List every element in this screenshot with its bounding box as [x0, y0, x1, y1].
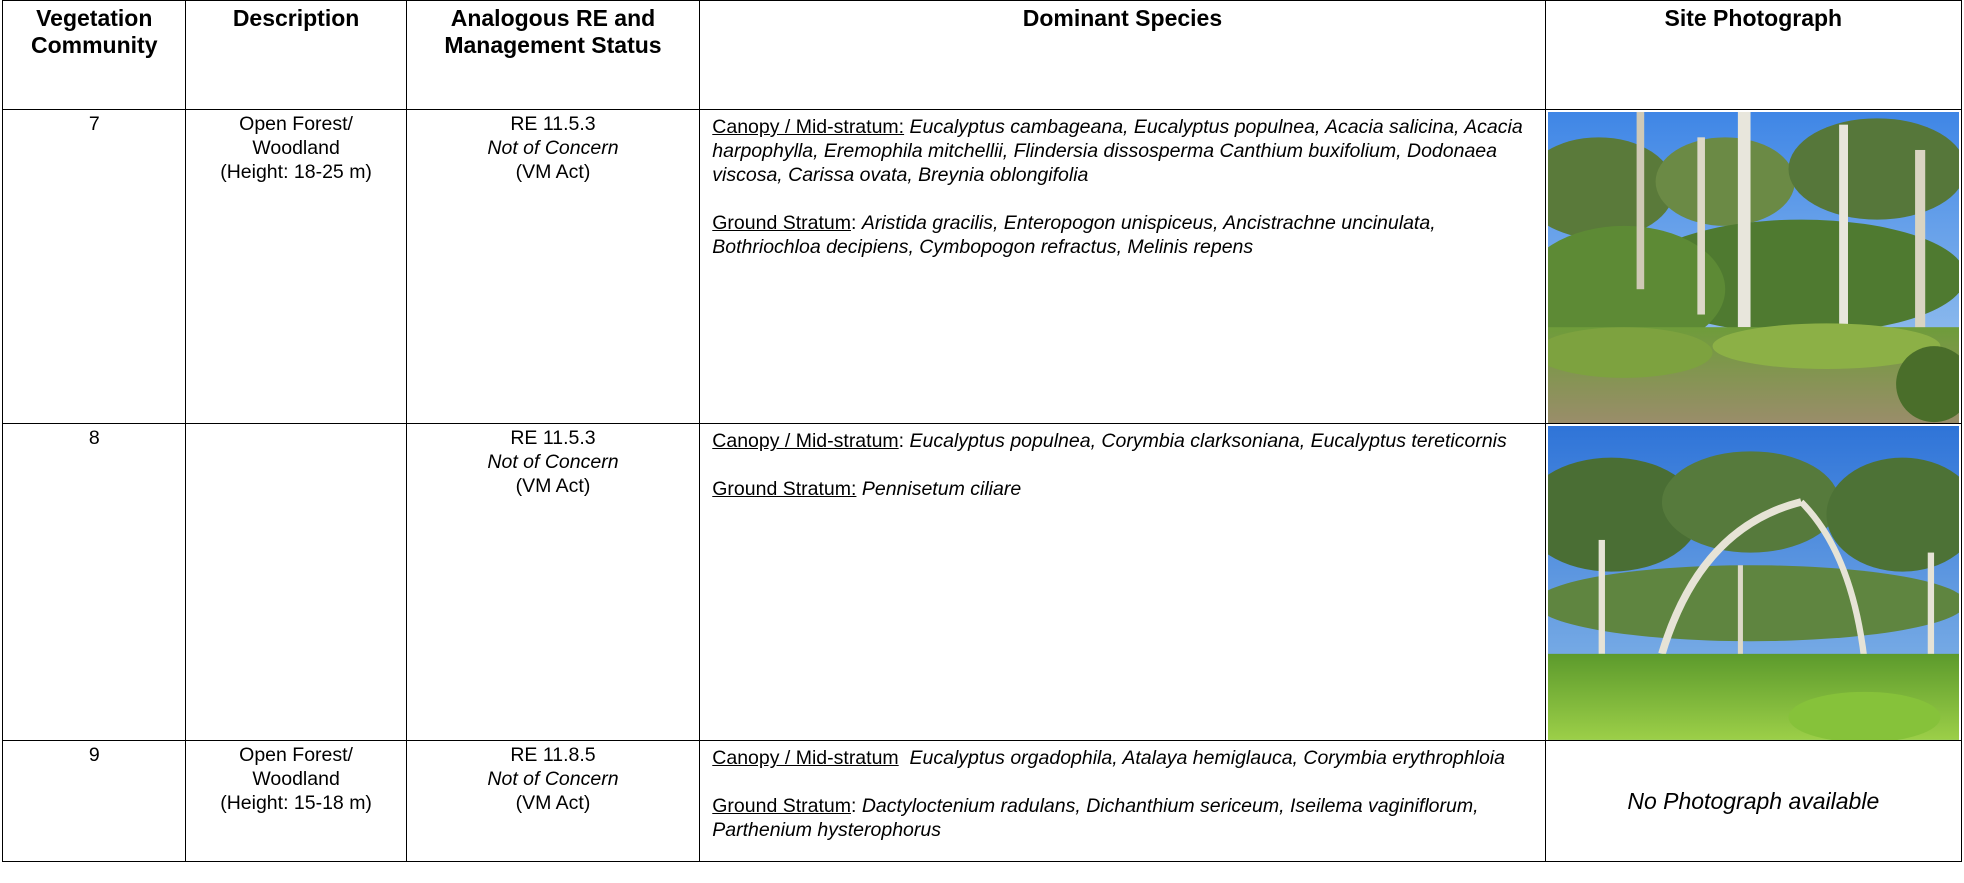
description-cell — [186, 424, 406, 741]
photo-cell — [1545, 110, 1961, 424]
canopy-label: Canopy / Mid-stratum — [712, 747, 899, 770]
management-status: Not of Concern — [487, 137, 619, 159]
canopy-label: Canopy / Mid-stratum — [712, 430, 899, 453]
vegetation-community-table — [2, 0, 1962, 862]
site-photograph — [1548, 112, 1959, 423]
table-row — [3, 110, 1962, 424]
table-row — [3, 741, 1962, 862]
ground-label: Ground Stratum — [712, 212, 851, 234]
management-status: Not of Concern — [487, 768, 619, 791]
re-status-cell — [406, 110, 700, 424]
header-dominant-species: Dominant Species — [700, 1, 1545, 110]
re-code: RE 11.5.3 — [510, 427, 596, 450]
table-header-row — [3, 1, 1962, 110]
re-code: RE 11.5.3 — [510, 113, 596, 135]
header-analogous-re: Analogous RE and Management Status — [406, 1, 700, 110]
ground-label: Ground Stratum: — [712, 478, 857, 501]
description-line: (Height: 18-25 m) — [220, 161, 372, 183]
description-cell — [186, 741, 406, 862]
re-code: RE 11.8.5 — [510, 744, 596, 767]
header-site-photograph: Site Photograph — [1545, 1, 1961, 110]
re-status-cell — [406, 424, 700, 741]
re-status-cell — [406, 741, 700, 862]
ground-species: Aristida gracilis, Enteropogon unispiceus, Ancistrachne uncinulata, Bothriochloa decipiens, Cymbopogon refractus, Melinis repens — [712, 212, 1436, 258]
act-reference: (VM Act) — [515, 475, 591, 498]
description-line: (Height: 15-18 m) — [220, 792, 372, 815]
management-status: Not of Concern — [487, 451, 619, 474]
species-cell: Canopy / Mid-stratum Eucalyptus orgadophila, Atalaya hemiglauca, Corymbia erythrophloia Ground Stratum: Dactyloctenium radulans, Dichanthium sericeum, Iseilema vaginiflorum, Parthenium hysterophorus — [700, 741, 1545, 862]
header-description: Description — [186, 1, 406, 110]
site-photograph — [1548, 426, 1959, 740]
ground-species: Pennisetum ciliare — [861, 478, 1022, 501]
photo-cell — [1545, 424, 1961, 741]
header-vegetation-community: Vegetation Community — [3, 1, 186, 110]
description-line: Open Forest/ — [239, 744, 353, 767]
canopy-label: Canopy / Mid-stratum: — [712, 116, 905, 138]
description-line: Woodland — [252, 768, 340, 791]
no-photograph-note: No Photograph available — [1545, 741, 1961, 862]
description-line: Open Forest/ — [239, 113, 353, 135]
community-number: 8 — [3, 424, 186, 741]
ground-species: Dactyloctenium radulans, Dichanthium sericeum, Iseilema vaginiflorum, Parthenium hysterophorus — [712, 795, 1479, 842]
canopy-species: Eucalyptus orgadophila, Atalaya hemiglauca, Corymbia erythrophloia — [909, 747, 1505, 770]
table-row — [3, 424, 1962, 741]
community-number: 9 — [3, 741, 186, 862]
species-cell: Canopy / Mid-stratum: Eucalyptus cambageana, Eucalyptus populnea, Acacia salicina, Acacia harpophylla, Eremophila mitchellii, Flindersia dissosperma Canthium buxifolium, Dodonaea viscosa, Carissa ovata, Breynia oblongifolia Ground Stratum: Aristida gracilis, Enteropogon unispiceus, Ancistrachne uncinulata, Bothriochloa decipiens, Cymbopogon refractus, Melinis repens — [700, 110, 1545, 424]
canopy-species: Eucalyptus cambageana, Eucalyptus populnea, Acacia salicina, Acacia harpophylla, Eremophila mitchellii, Flindersia dissosperma Canthium buxifolium, Dodonaea viscosa, Carissa ovata, Breynia oblongifolia — [712, 116, 1523, 186]
species-cell: Canopy / Mid-stratum: Eucalyptus populnea, Corymbia clarksoniana, Eucalyptus tereticornis Ground Stratum: Pennisetum ciliare — [700, 424, 1545, 741]
description-cell — [186, 110, 406, 424]
description-line: Woodland — [252, 137, 340, 159]
act-reference: (VM Act) — [515, 792, 591, 815]
canopy-species: Eucalyptus populnea, Corymbia clarksoniana, Eucalyptus tereticornis — [909, 430, 1507, 453]
ground-label: Ground Stratum — [712, 795, 851, 818]
community-number: 7 — [3, 110, 186, 424]
act-reference: (VM Act) — [515, 161, 591, 183]
